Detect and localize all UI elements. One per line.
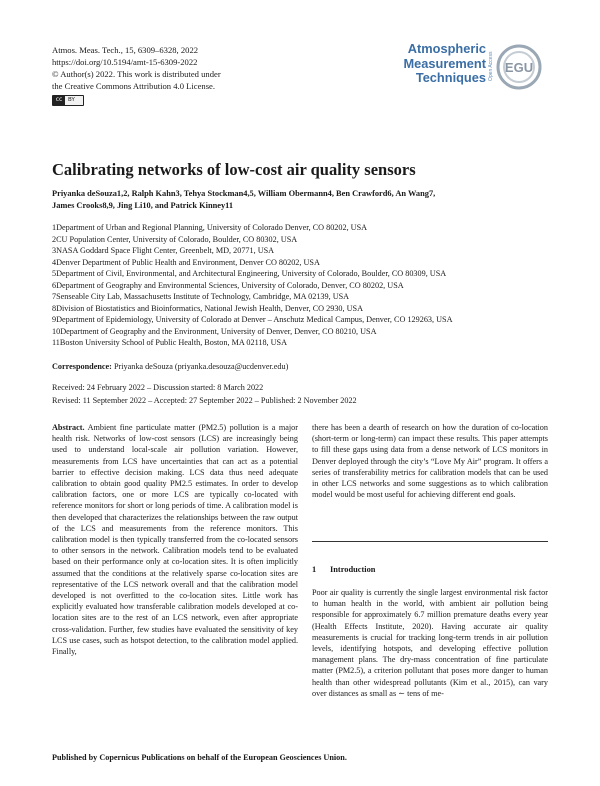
by-icon: BY <box>68 97 75 103</box>
affiliation: 4Denver Department of Public Health and Environment, Denver CO 80202, USA <box>52 257 320 267</box>
egu-logo-icon <box>496 44 542 90</box>
license-notice: the Creative Commons Attribution 4.0 License. <box>52 81 216 91</box>
journal-logo[interactable] <box>402 42 552 92</box>
abstract-text: Ambient fine particulate matter (PM2.5) pollution is a major health risk. Networks of low-cost sensors (LCS) are increasingly being used to understand local-scale air pollution variation. However, measurements from LCS have uncertainties that can act as a potential barrier to effective decision making. LCS data thus need adequate calibration to obtain good quality PM2.5 estimates. In order to develop calibration factors, one or more LCS are typically co-located with reference monitors for short or long periods of time. A calibration model is then developed that characterizes the relationships between the raw output of the LCS and measurements from the reference monitors. This calibration model is then typically transferred from the co-located sensors to other sensors in the network. Calibration models tend to be evaluated based on their performance only at co-location sites. It is often implicitly assumed that the conditions at the relatively sparse co-location sites are representative of the LCS network overall and that the calibration model developed is not overfitted to the co-location sites. Little work has explicitly evaluated how transferable calibration models developed at co-location sites are to the rest of an LCS network, even after appropriate cross-validation. Further, few studies have evaluated the sensitivity of key LCS use cases, such as hotspot detection, to the calibration model applied. Finally, <box>52 423 298 657</box>
author-line: James Crooks8,9, Jing Li10, and Patrick Kinney11 <box>52 201 234 210</box>
author-line: Priyanka deSouza1,2, Ralph Kahn3, Tehya Stockman4,5, William Obermann4, Ben Crawford6, An Wang7, <box>52 189 436 198</box>
dates-line: Received: 24 February 2022 – Discussion started: 8 March 2022 <box>52 383 264 392</box>
citation: Atmos. Meas. Tech., 15, 6309–6328, 2022 <box>52 45 199 55</box>
journal-name-line: Measurement <box>403 55 486 71</box>
correspondence <box>52 362 288 371</box>
correspondence-label: Correspondence: <box>52 362 112 371</box>
copyright-notice: © Author(s) 2022. This work is distributed under <box>52 69 221 79</box>
cc-icon: cc <box>53 96 65 105</box>
dates-line: Revised: 11 September 2022 – Accepted: 27 September 2022 – Published: 2 November 2022 <box>52 395 357 405</box>
affiliation: 8Division of Biostatistics and Bioinformatics, National Jewish Health, Denver, CO 2930, USA <box>52 303 363 313</box>
cc-by-badge[interactable] <box>52 95 84 106</box>
journal-name-line: Atmospheric <box>407 41 486 56</box>
journal-name-line: Techniques <box>415 70 486 85</box>
egu-logo-text: EGU <box>504 60 534 75</box>
publication-dates <box>52 382 357 407</box>
abstract-continuation: there has been a dearth of research on how the duration of co-location (short-term or long-term) can impact these results. This paper attempts to fill these gaps using data from a dense network of LCS monitors in Denver deployed through the city’s “Love My Air” program. It offers a series of transferability metrics for calibration models that can be used in other LCS networks and some suggestions as to which calibration model would be most useful for achieving different end goals. <box>312 423 548 500</box>
affiliation: 7Senseable City Lab, Massachusetts Institute of Technology, Cambridge, MA 02139, USA <box>52 292 350 301</box>
publisher-footer: Published by Copernicus Publications on behalf of the European Geosciences Union. <box>52 753 347 762</box>
section-divider <box>312 541 548 542</box>
journal-name <box>402 42 486 86</box>
affiliation: 10Department of Geography and the Environment, University of Denver, Denver, CO 80210, USA <box>52 326 377 336</box>
section-number: 1 <box>312 565 317 574</box>
doi-link[interactable]: https://doi.org/10.5194/amt-15-6309-2022 <box>52 57 198 67</box>
open-access-label: Open Access <box>488 51 494 81</box>
affiliation: 1Department of Urban and Regional Planning, University of Colorado Denver, CO 80202, USA <box>52 223 368 232</box>
affiliation: 2CU Population Center, University of Colorado, Boulder, CO 80302, USA <box>52 234 298 244</box>
introduction-text: Poor air quality is currently the single largest environmental risk factor to human health in the world, with ambient air pollution being responsible for approximately 6.7 million premature deaths every year (Health Effects Institute, 2020). Having accurate air quality measurements is crucial for tracking long-term trends in air pollution levels, identifying hotspots, and developing effective pollution management plans. The dry-mass concentration of fine particulate matter (PM2.5), a criterion pollutant that poses more danger to human health than other widespread pollutants (Kim et al., 2015), can vary over distances as small as ∼ tens of me- <box>312 588 548 698</box>
abstract-label: Abstract. <box>52 423 85 432</box>
paper-title: Calibrating networks of low-cost air quality sensors <box>52 160 416 179</box>
affiliation: 3NASA Goddard Space Flight Center, Greenbelt, MD, 20771, USA <box>52 246 275 255</box>
affiliation-list <box>52 222 562 349</box>
affiliation: 9Department of Epidemiology, University of Colorado at Denver – Anschutz Medical Campus, Denver, CO 129263, USA <box>52 315 453 324</box>
correspondence-text[interactable]: Priyanka deSouza (priyanka.desouza@ucdenver.edu) <box>113 362 289 371</box>
abstract <box>52 422 298 657</box>
affiliation: 11Boston University School of Public Health, Boston, MA 02118, USA <box>52 338 288 347</box>
section-title: Introduction <box>330 565 376 574</box>
affiliation: 6Department of Geography and Environmental Sciences, University of Colorado, Denver, CO 80202, USA <box>52 280 404 290</box>
author-list <box>52 188 552 212</box>
affiliation: 5Department of Civil, Environmental, and Architectural Engineering, University of Colorado, Boulder, CO 80309, USA <box>52 269 447 278</box>
section-heading <box>312 565 375 574</box>
article-header <box>52 44 221 106</box>
